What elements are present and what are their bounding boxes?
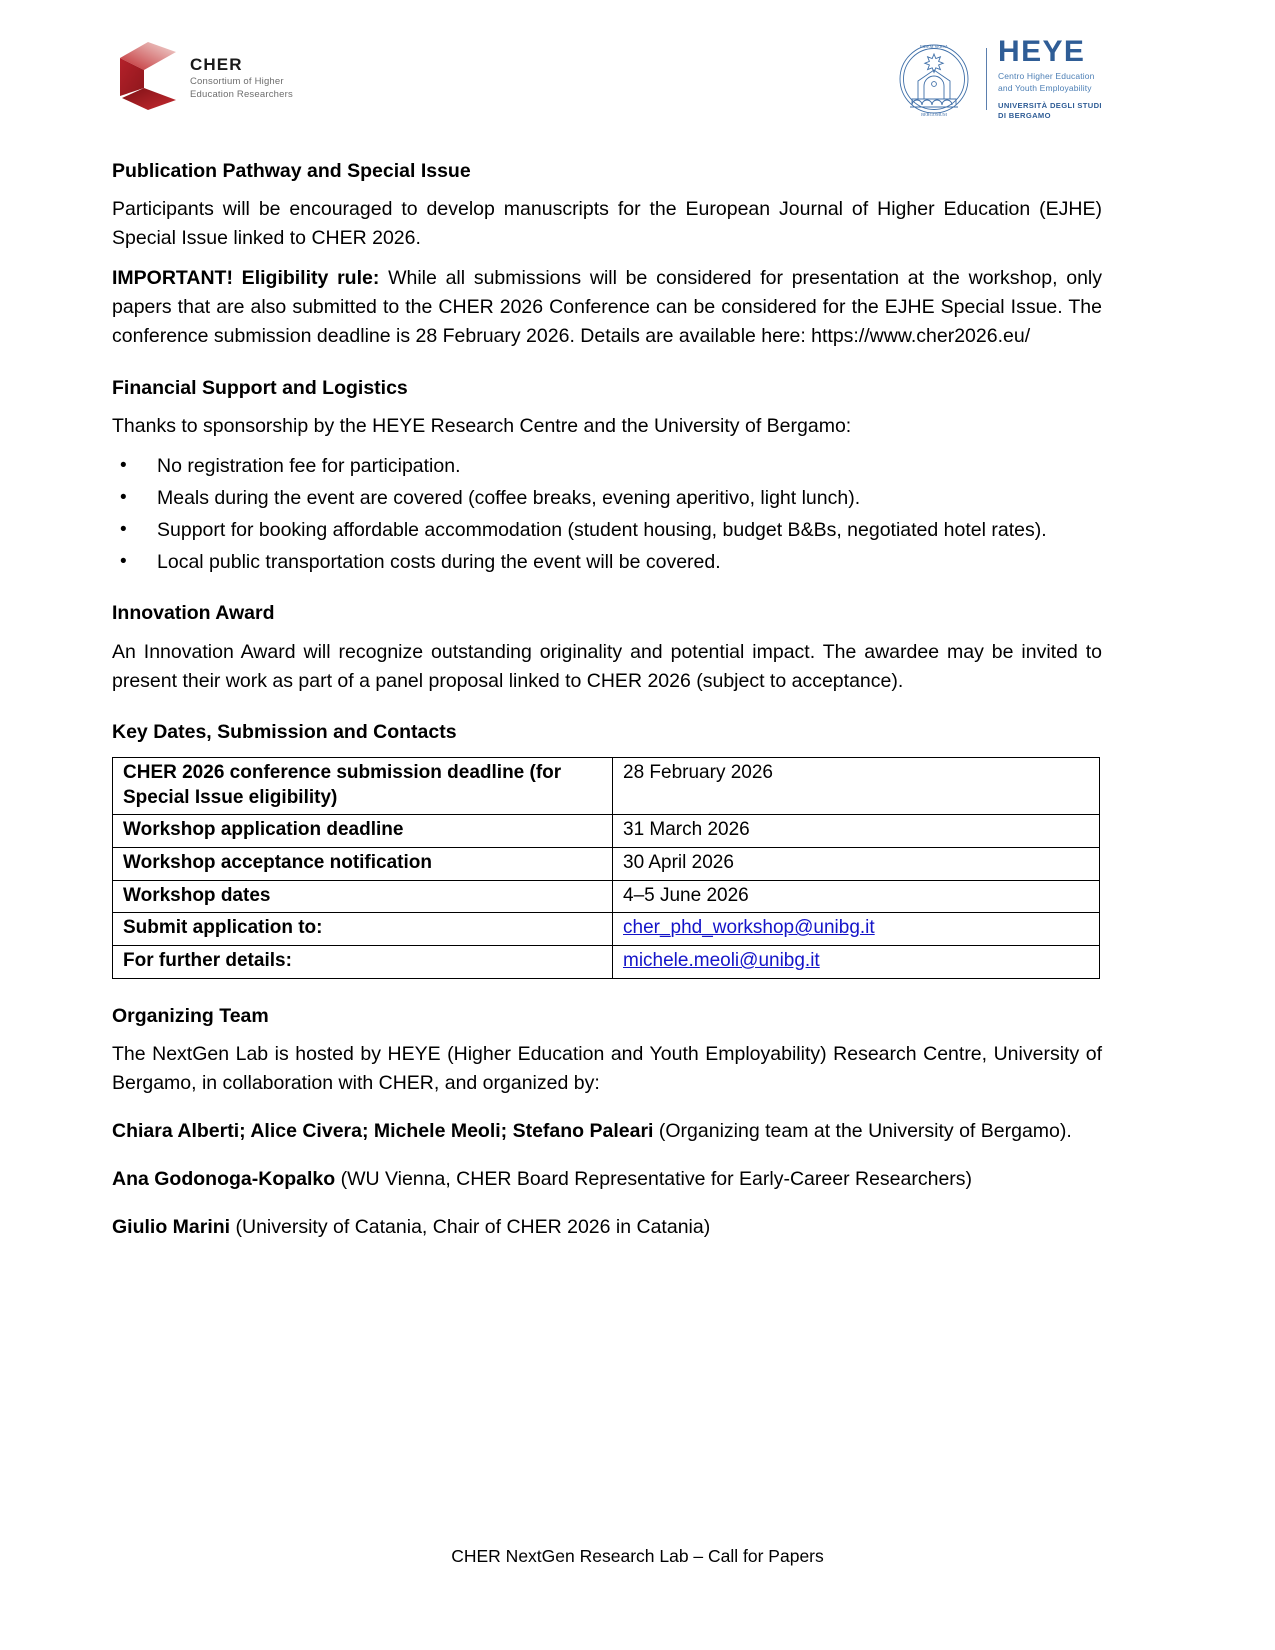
organizer-names: Chiara Alberti; Alice Civera; Michele Meoli; Stefano Paleari — [112, 1119, 654, 1142]
table-cell-value: 28 February 2026 — [613, 757, 1100, 814]
paragraph-organizer-catania — [112, 1213, 1102, 1242]
svg-text:BERGOMUM: BERGOMUM — [921, 112, 947, 117]
key-dates-table — [112, 757, 1100, 979]
page-footer: CHER NextGen Research Lab – Call for Papers — [451, 1546, 824, 1566]
further-details-email-link[interactable]: michele.meoli@unibg.it — [623, 950, 820, 971]
heading-publication-pathway: Publication Pathway and Special Issue — [112, 160, 471, 182]
heye-university-line2: DI BERGAMO — [998, 110, 1051, 120]
list-item-label: Support for booking affordable accommodation (student housing, budget B&Bs, negotiated hotel rates). — [157, 518, 1047, 541]
financial-support-list — [112, 452, 1102, 576]
list-item — [112, 548, 1102, 577]
bullet-icon: • — [120, 454, 127, 476]
heye-university-line1: UNIVERSITÀ DEGLI STUDI — [998, 101, 1102, 111]
list-item — [112, 484, 1102, 513]
heading-organizing-team: Organizing Team — [112, 1004, 269, 1027]
heye-logo-name: HEYE — [998, 35, 1086, 69]
paragraph-innovation-award: An Innovation Award will recognize outstanding originality and potential impact. The awardee may be invited to present their work as part of a panel proposal linked to CHER 2026 (subject to acceptance). — [112, 640, 1102, 692]
table-cell-label: Workshop dates — [113, 880, 613, 913]
paragraph-publication-intro: Participants will be encouraged to develop manuscripts for the European Journal of Higher Education (EJHE) Special Issue linked to CHER 2026. — [112, 198, 1102, 250]
document-body — [112, 160, 1102, 1241]
heading-financial-support: Financial Support and Logistics — [112, 376, 408, 399]
cher-logo-name: CHER — [190, 55, 243, 75]
list-item-label: Meals during the event are covered (coffee breaks, evening aperitivo, light lunch). — [157, 486, 861, 509]
list-item-label: No registration fee for participation. — [157, 454, 461, 477]
table-cell-label: CHER 2026 conference submission deadline (for Special Issue eligibility) — [113, 757, 613, 814]
svg-text:FIDEM SERVA: FIDEM SERVA — [919, 44, 949, 49]
bullet-icon: • — [120, 550, 127, 572]
table-cell-value: 31 March 2026 — [613, 815, 1100, 848]
table-cell-value — [613, 913, 1100, 946]
paragraph-sponsorship-intro: Thanks to sponsorship by the HEYE Research Centre and the University of Bergamo: — [112, 415, 852, 438]
list-item — [112, 516, 1102, 545]
paragraph-organizer-bergamo — [112, 1117, 1102, 1146]
paragraph-organizing-intro: The NextGen Lab is hosted by HEYE (Higher Education and Youth Employability) Research Centre, University of Bergamo, in collaboration with CHER, and organized by: — [112, 1043, 1102, 1094]
organizer-names: Ana Godonoga-Kopalko — [112, 1167, 336, 1190]
organizer-affiliation: (Organizing team at the University of Bergamo). — [653, 1119, 1072, 1142]
list-item-label: Local public transportation costs during the event will be covered. — [157, 550, 721, 573]
list-item — [112, 452, 1102, 481]
cher-wordmark — [190, 50, 293, 101]
paragraph-eligibility-rule — [112, 264, 1102, 351]
cher-logo-tagline-line1: Consortium of Higher — [190, 76, 284, 88]
table-cell-value — [613, 946, 1100, 979]
heye-subtitle-line2: and Youth Employability — [998, 82, 1092, 93]
heye-wordmark — [998, 37, 1102, 120]
table-cell-value: 30 April 2026 — [613, 847, 1100, 880]
table-row — [113, 913, 1100, 946]
organizer-names: Giulio Marini — [112, 1215, 231, 1238]
table-row — [113, 847, 1100, 880]
table-cell-label: Workshop application deadline — [113, 815, 613, 848]
paragraph-organizer-wu-vienna — [112, 1165, 1102, 1194]
heading-key-dates: Key Dates, Submission and Contacts — [112, 721, 457, 744]
table-cell-label: Workshop acceptance notification — [113, 847, 613, 880]
bullet-icon: • — [120, 518, 127, 540]
eligibility-rule-label: IMPORTANT! Eligibility rule: — [112, 267, 380, 290]
bullet-icon: • — [120, 486, 127, 508]
page-header — [0, 34, 1275, 130]
heye-logo — [888, 34, 1102, 124]
heading-innovation-award: Innovation Award — [112, 602, 275, 625]
university-crest-icon — [888, 37, 980, 121]
heye-subtitle-line1: Centro Higher Education — [998, 71, 1095, 82]
cher-logo-mark-icon — [118, 40, 180, 112]
organizer-affiliation: (University of Catania, Chair of CHER 2026 in Catania) — [230, 1215, 711, 1238]
cher-logo-tagline-line2: Education Researchers — [190, 89, 293, 100]
table-row — [113, 815, 1100, 848]
submit-application-email-link[interactable]: cher_phd_workshop@unibg.it — [623, 917, 875, 939]
logo-divider — [986, 48, 987, 110]
table-row — [113, 880, 1100, 913]
organizer-affiliation: (WU Vienna, CHER Board Representative for Early-Career Researchers) — [335, 1167, 973, 1190]
cher-logo — [118, 40, 293, 112]
table-cell-label: For further details: — [113, 946, 613, 979]
table-row — [113, 946, 1100, 979]
table-row — [113, 757, 1100, 814]
table-cell-value: 4–5 June 2026 — [613, 880, 1100, 913]
eligibility-rule-text: While all submissions will be considered for presentation at the workshop, only papers that are also submitted to the CHER 2026 Conference can be considered for the EJHE Special Issue. The conference submission deadline is 28 February 2026. Details are available here: https://www.cher2026.eu/ — [112, 267, 1102, 347]
table-cell-label: Submit application to: — [113, 913, 613, 946]
